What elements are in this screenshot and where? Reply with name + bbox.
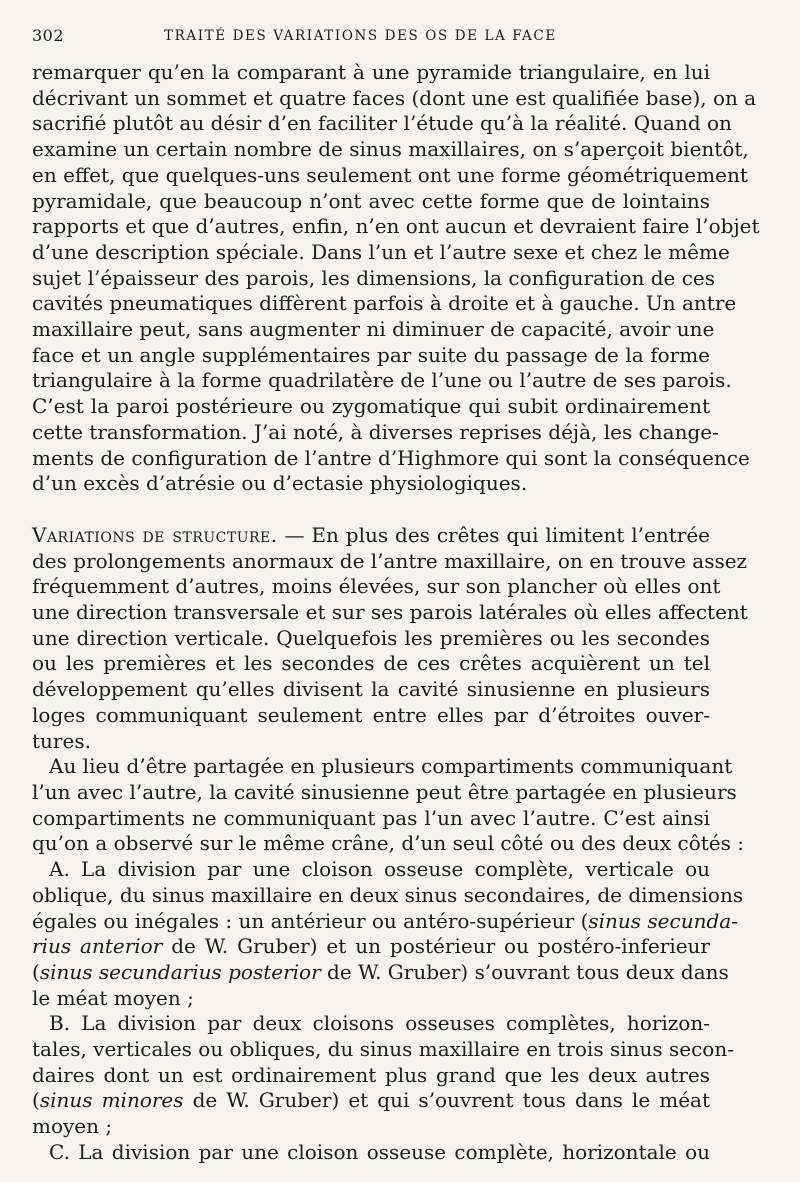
text-line: ments de configuration de l’antre d’Highmore qui sont la conséquence <box>32 445 750 470</box>
text-line: sacrifié plutôt au désir d’en faciliter l’étude qu’à la réalité. Quand on <box>32 111 732 136</box>
running-title: TRAITÉ DES VARIATIONS DES OS DE LA FACE <box>164 28 557 44</box>
text-line: Au lieu d’être partagée en plusieurs compartiments communiquant <box>49 754 733 779</box>
text-line: maxillaire peut, sans augmenter ni diminuer de capacité, avoir une <box>32 317 715 342</box>
text-line: face et un angle supplémentaires par suite du passage de la forme <box>32 342 710 367</box>
text-line: compartiments ne communiquant pas l’un avec l’autre. C’est ainsi <box>32 805 710 830</box>
latin-term: sinus minores <box>39 1088 184 1113</box>
text-line: en effet, que quelques-uns seulement ont une forme géométriquement <box>32 162 748 187</box>
latin-term: rius anterior <box>32 934 163 959</box>
text-line: d’un excès d’atrésie ou d’ectasie physiologiques. <box>32 471 528 496</box>
page-header <box>32 26 760 50</box>
text-line: l’un avec l’autre, la cavité sinusienne peut être partagée en plusieurs <box>32 779 737 804</box>
text-line: tales, verticales ou obliques, du sinus maxillaire en trois sinus secon- <box>32 1037 734 1062</box>
latin-term: sinus secunda- <box>588 908 738 933</box>
text-line: C. La division par une cloison osseuse complète, horizontale ou <box>49 1139 710 1164</box>
text-line: loges communiquant seulement entre elles par d’étroites ouver- <box>32 702 710 727</box>
text-line: égales ou inégales : un antérieur ou antéro-supérieur (sinus secunda- <box>32 908 738 933</box>
section-lead-text: — En plus des crêtes qui limitent l’entrée <box>284 522 711 547</box>
text-line: tures. <box>32 728 91 753</box>
text-line: sujet l’épaisseur des parois, les dimensions, la configuration de ces <box>32 265 716 290</box>
text-line: (sinus minores de W. Gruber) et qui s’ouvrent tous dans le méat <box>32 1088 710 1113</box>
text-line: ou les premières et les secondes de ces crêtes acquièrent un tel <box>32 651 710 676</box>
text-line: une direction transversale et sur ses parois latérales où elles affectent <box>32 600 748 625</box>
text-line: triangulaire à la forme quadrilatère de l’une ou l’autre de ses parois. <box>32 368 732 393</box>
text-line: A. La division par une cloison osseuse complète, verticale ou <box>49 857 710 882</box>
page-number: 302 <box>32 26 65 45</box>
body-text <box>32 60 760 1166</box>
text-line: daires dont un est ordinairement plus grand que les deux autres <box>32 1062 710 1087</box>
text-line <box>32 523 710 549</box>
section-heading: Variations de structure. <box>32 522 278 547</box>
text-line: cette transformation. J’ai noté, à diverses reprises déjà, les change- <box>32 419 719 444</box>
text-line: moyen ; <box>32 1114 113 1139</box>
text-line: développement qu’elles divisent la cavité sinusienne en plusieurs <box>32 677 710 702</box>
text-line: cavités pneumatiques diffèrent parfois à droite et à gauche. Un antre <box>32 291 737 316</box>
text-line: rius anterior de W. Gruber) et un postérieur ou postéro-inferieur <box>32 934 710 959</box>
text-line: d’une description spéciale. Dans l’un et l’autre sexe et chez le même <box>32 239 730 264</box>
paragraph-gap <box>32 497 710 523</box>
text-line: oblique, du sinus maxillaire en deux sinus secondaires, de dimensions <box>32 882 744 907</box>
text-line: une direction verticale. Quelquefois les premières ou les secondes <box>32 625 710 650</box>
latin-term: sinus secundarius posterior <box>39 959 321 984</box>
text-line: le méat moyen ; <box>32 985 194 1010</box>
text-line: décrivant un sommet et quatre faces (dont une est qualifiée base), on a <box>32 85 757 110</box>
text-line: C’est la paroi postérieure ou zygomatique qui subit ordinairement <box>32 394 710 419</box>
text-line: examine un certain nombre de sinus maxillaires, on s’aperçoit bientôt, <box>32 137 749 162</box>
text-line: (sinus secundarius posterior de W. Gruber) s’ouvrant tous deux dans <box>32 959 729 984</box>
text-line: pyramidale, que beaucoup n’ont avec cette forme que de lointains <box>32 188 710 213</box>
text-line: rapports et que d’autres, enfin, n’en ont aucun et devraient faire l’objet <box>32 214 760 239</box>
text-line: remarquer qu’en la comparant à une pyramide triangulaire, en lui <box>32 60 710 84</box>
text-line: qu’on a observé sur le même crâne, d’un seul côté ou des deux côtés : <box>32 831 744 856</box>
text-line: B. La division par deux cloisons osseuses complètes, horizon- <box>49 1011 710 1036</box>
text-line: fréquemment d’autres, moins élevées, sur son plancher où elles ont <box>32 574 721 599</box>
text-line: des prolongements anormaux de l’antre maxillaire, on en trouve assez <box>32 548 748 573</box>
